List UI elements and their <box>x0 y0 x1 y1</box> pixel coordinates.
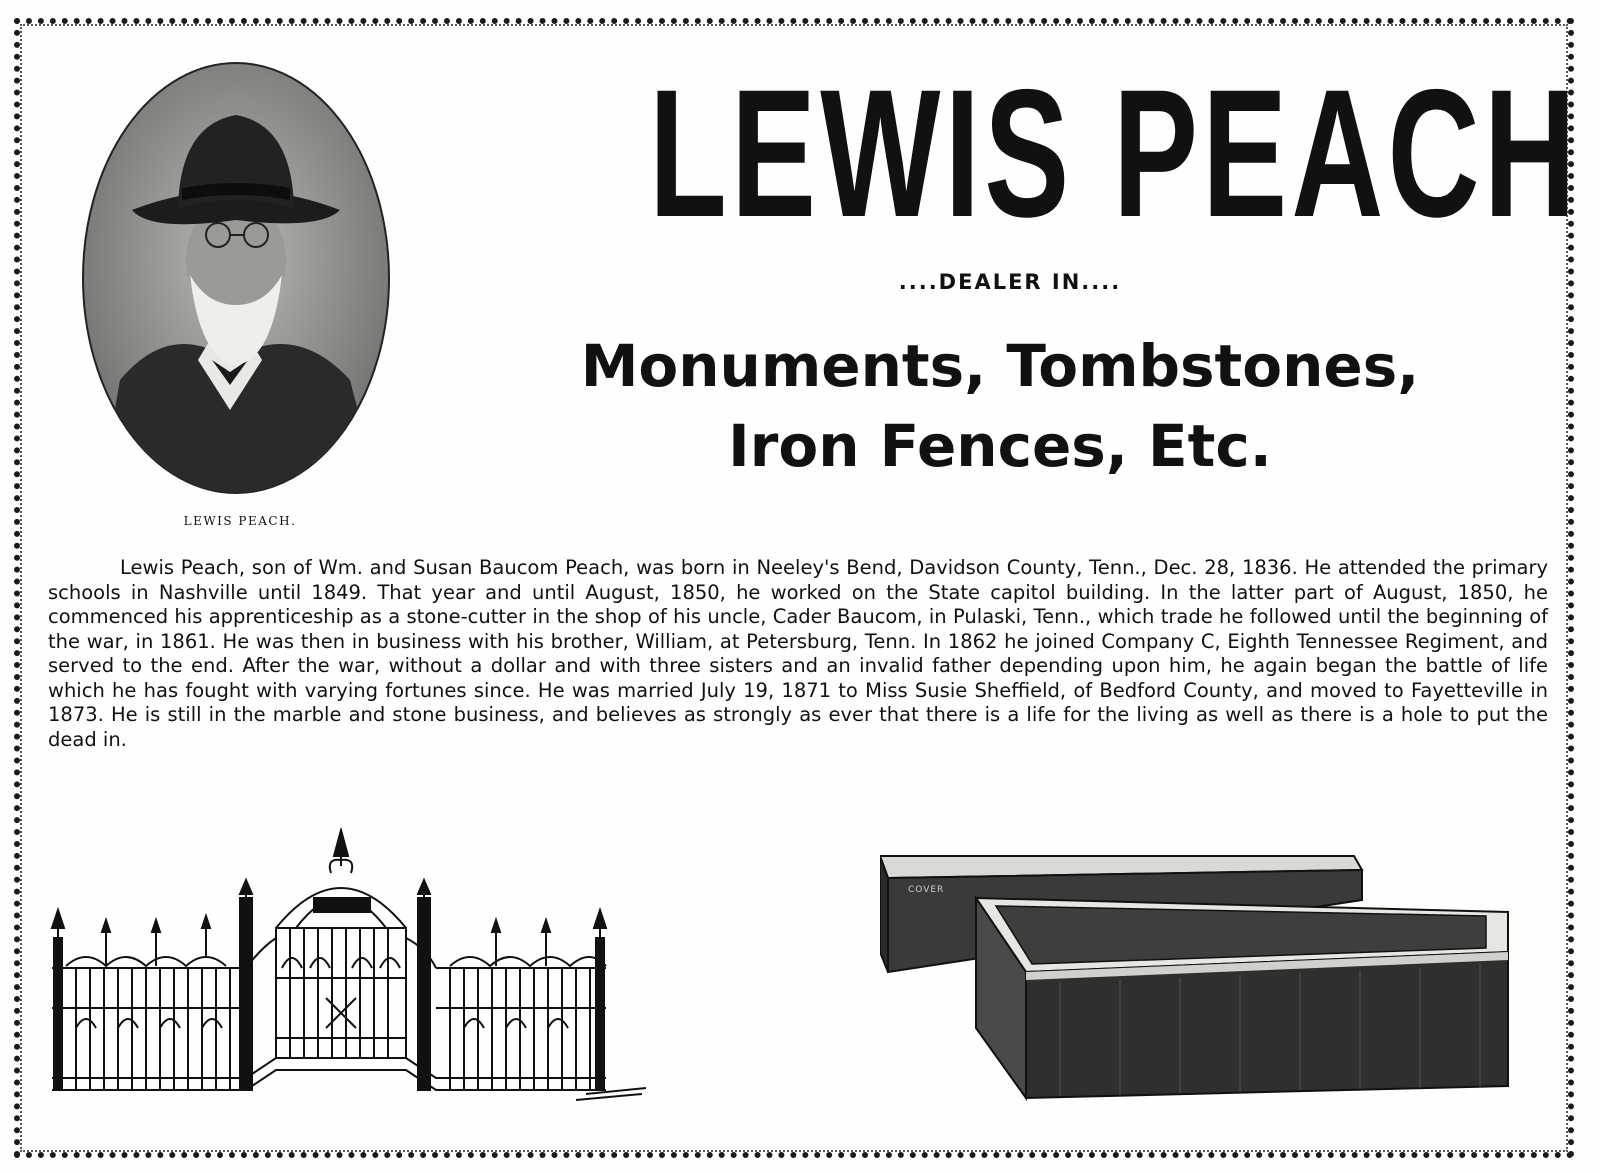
vault-cover-label: COVER <box>908 885 945 895</box>
advertiser-name-heading: LEWIS PEACH <box>649 51 1580 255</box>
iron-fence-gate-icon <box>46 828 646 1108</box>
portrait-caption: LEWIS PEACH. <box>183 514 297 528</box>
biography-paragraph: Lewis Peach, son of Wm. and Susan Baucom Peach, was born in Neeley's Bend, Davidson County, Tenn., Dec. 28, 1836. He attended the primary schools in Nashville until 1849. That year and until August, 1850, he worked on the State capitol building. In the latter part of August, 1850, he commenced his apprenticeship as a stone-cutter in the shop of his uncle, Cader Baucom, in Pulaski, Tenn., which trade he followed until the beginning of the war, in 1861. He was then in business with his brother, William, at Petersburg, Tenn. In 1862 he joined Company C, Eighth Tennessee Regiment, and served to the end. After the war, without a dollar and with three sisters and an invalid father depending upon him, he again began the battle of life which he has fought with varying fortunes since. He was married July 19, 1871 to Miss Susie Sheffield, of Bedford County, and moved to Fayetteville in 1873. He is still in the marble and stone business, and believes as strongly as ever that there is a life for the living as well as there is a hole to put the dead in. <box>48 556 1548 751</box>
goods-line-1: Monuments, Tombstones, <box>580 332 1420 400</box>
goods-line-2: Iron Fences, Etc. <box>728 412 1272 480</box>
burial-vault-icon <box>880 852 1530 1102</box>
dealer-in-line: ....DEALER IN.... <box>898 270 1122 294</box>
goods-heading <box>560 326 1440 486</box>
portrait-photo-icon <box>80 60 392 496</box>
